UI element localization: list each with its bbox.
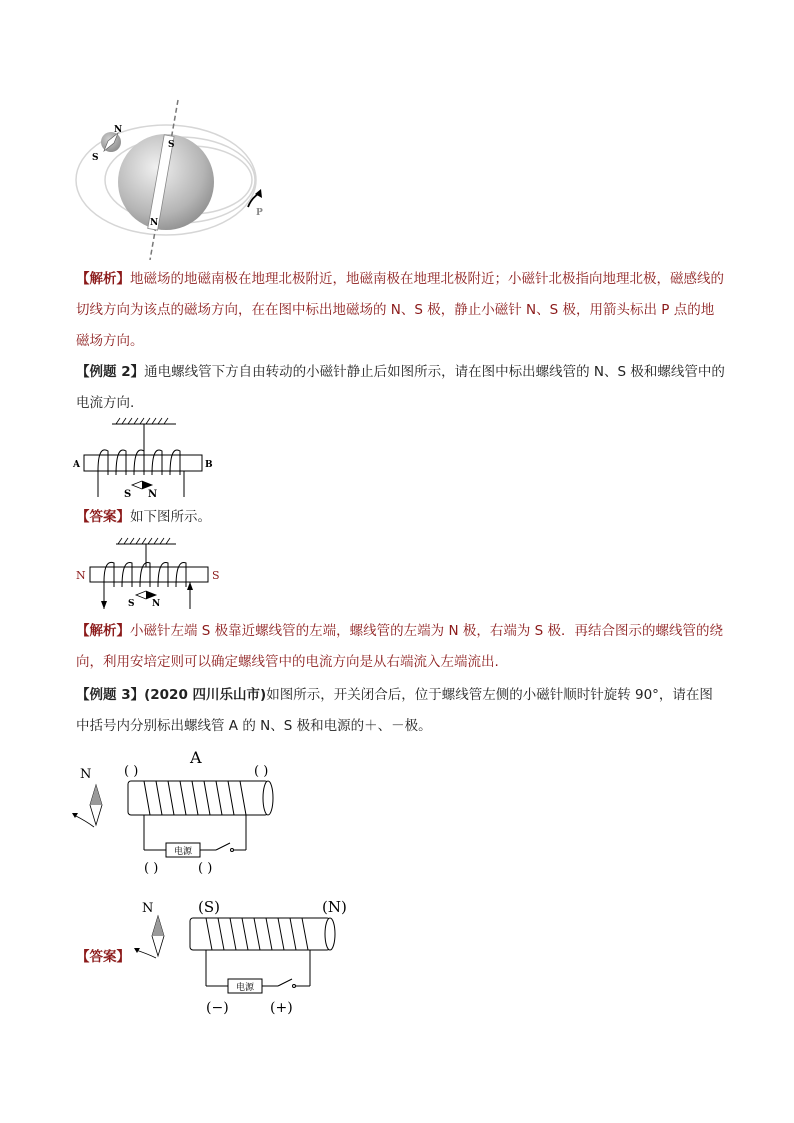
- analysis-2: [76, 616, 726, 678]
- needle-N-label: N: [148, 489, 158, 499]
- a3-needle-N-label: N: [142, 901, 154, 916]
- q3-bracket-bottom-right: ( ): [198, 861, 213, 876]
- example-3-text: 如图所示，开关闭合后，位于螺线管左侧的小磁针顺时针旋转 90°，请在图中括号内分别标出螺线管 A 的 N、S 极和电源的＋、－极。: [76, 687, 713, 734]
- earth-magnetic-field-figure: [70, 95, 270, 260]
- needle2-S-label: S: [128, 599, 135, 609]
- a3-power-label: 电源: [236, 983, 255, 993]
- answer-3-tag: 【答案】: [76, 949, 130, 965]
- a3-label-N: (N): [322, 898, 347, 916]
- solenoid-question-figure: [72, 417, 222, 499]
- example-3-source: (2020 四川乐山市): [144, 687, 267, 703]
- example-3-tag: 【例题 3】: [76, 687, 145, 703]
- solenoid-core: [84, 455, 202, 471]
- label-A: A: [73, 460, 80, 470]
- small-needle-S-label: S: [92, 153, 99, 163]
- solenoid-S-label: S: [212, 569, 220, 582]
- label-B: B: [205, 460, 213, 470]
- q3-bracket-right: ( ): [254, 764, 269, 779]
- solenoid-answer-figure: [72, 537, 224, 612]
- solenoid-N-label: N: [76, 569, 86, 582]
- needle-S-label: S: [124, 489, 132, 499]
- example-2-tag: 【例题 2】: [76, 364, 145, 380]
- analysis-2-text: 小磁针左端 S 极靠近螺线管的左端，螺线管的左端为 N 极，右端为 S 极．再结合图示的螺线管的绕向，利用安培定则可以确定螺线管中的电流方向是从右端流入左端流出.: [76, 623, 723, 670]
- q3-power-label: 电源: [174, 847, 193, 857]
- example-3-answer-figure: [132, 890, 362, 1020]
- q3-bracket-bottom-left: ( ): [144, 861, 159, 876]
- needle2-N-label: N: [152, 599, 161, 609]
- analysis-1-text: 地磁场的地磁南极在地理北极附近，地磁南极在地理北极附近；小磁针北极指向地理北极，磁感线的切线方向为该点的磁场方向，在在图中标出地磁场的 N、S 极，静止小磁针 N、S 极，用箭头标出 P 点的地磁场方向。: [76, 271, 724, 349]
- a3-switch: [278, 979, 292, 986]
- example-2-text: 通电螺线管下方自由转动的小磁针静止后如图所示，请在图中标出螺线管的 N、S 极和螺线管中的电流方向.: [76, 364, 725, 411]
- q3-bracket-left: ( ): [124, 764, 139, 779]
- q3-needle-N-label: N: [80, 767, 92, 782]
- analysis-1: [76, 264, 726, 357]
- q3-label-A: A: [190, 748, 202, 767]
- example-3-question-figure: [66, 745, 286, 880]
- a3-label-S: (S): [198, 898, 220, 916]
- example-2: [76, 357, 726, 419]
- magnet-S-label: S: [168, 140, 175, 150]
- a3-minus-label: (−): [206, 1000, 229, 1016]
- answer-2-tag: 【答案】: [76, 509, 130, 525]
- answer-2-text: 如下图所示。: [130, 509, 211, 525]
- analysis-2-tag: 【解析】: [76, 623, 130, 639]
- analysis-1-tag: 【解析】: [76, 271, 130, 287]
- small-needle-N-label: N: [114, 125, 123, 135]
- answer-2: [76, 502, 726, 533]
- q3-switch: [216, 843, 230, 850]
- point-P-label: P: [256, 208, 263, 218]
- a3-plus-label: (+): [270, 1000, 293, 1016]
- magnet-N-label: N: [150, 218, 159, 228]
- example-3: [76, 680, 726, 742]
